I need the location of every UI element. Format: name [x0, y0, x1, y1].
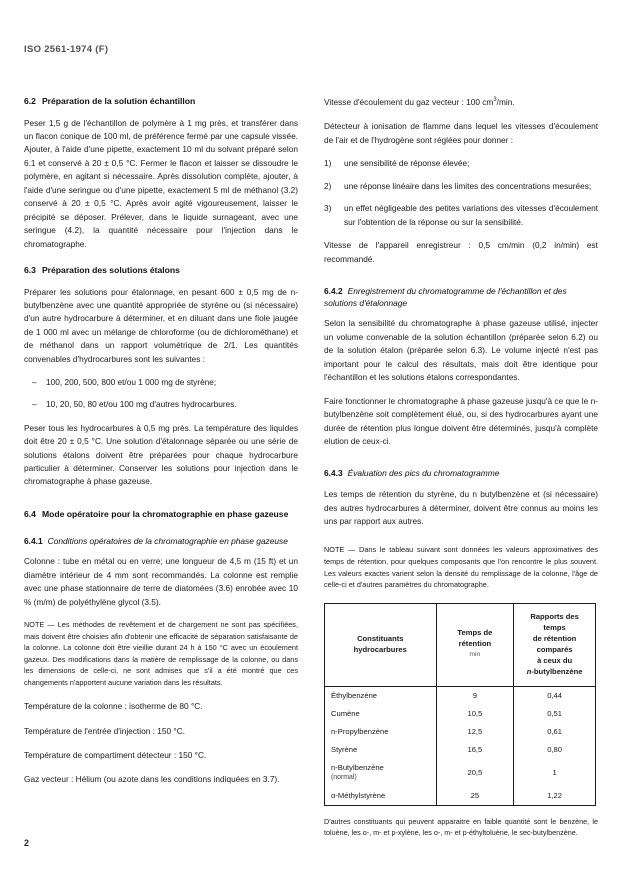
section-heading-6-4-3	[324, 468, 598, 480]
section-number-6-4-2: 6.4.2	[324, 285, 343, 296]
section-title-6-3: Préparation des solutions étalons	[41, 264, 180, 275]
cell-ratio: 0,44	[514, 686, 596, 705]
table-row	[325, 741, 596, 759]
cell-ratio: 1	[514, 759, 596, 787]
condition-detector-temperature: Température de compartiment détecteur : 150 °C.	[24, 749, 207, 760]
document-header: ISO 2561-1974 (F)	[24, 44, 109, 55]
header-line-2: hydrocarbures	[353, 644, 407, 654]
table-header-ratio: Rapports des temps de rétention comparés à ceux du n-butylbenzène	[514, 603, 596, 686]
paragraph-6-2: Peser 1,5 g de l'échantillon de polymère à 1 mg près, et transférer dans un flacon conique de 100 ml, de préférence fermé par une capsule vissée. Ajouter, à l'aide d'une pipette, exactement 10 ml du solvant préparé selon 6.1 et conservé à 20 ± 0,5 °C. Fermer le flacon et laisser se dissoudre le polymère, en agitant si nécessaire. Après dissolution complète, ajouter, à l'aide d'une seringue ou d'une pipette, exactement 5 ml de méthanol (3.2) conservé à 20 ± 0,5 °C. Après avoir agité vigoureusement, laisser le précipité se déposer. Prélever, dans le liquide surnageant, avec une seringue (4.2), la quantité nécessaire pour l'injection dans le chromatographe.	[24, 117, 298, 249]
section-number-6-4-1: 6.4.1	[24, 535, 43, 546]
table-header-retention-time	[436, 603, 514, 686]
cell-retention-time: 20,5	[436, 759, 514, 787]
cell-constituent: α-Méthylstyrène	[325, 787, 437, 806]
detector-requirements-list	[324, 157, 598, 229]
cell-constituent: Éthylbenzène	[325, 686, 437, 705]
section-title-6-4: Mode opératoire pour la chromatographie en phase gazeuse	[41, 508, 289, 519]
section-heading-6-4-2	[324, 286, 598, 310]
cell-constituent: Styrène	[325, 741, 437, 759]
list-item	[32, 398, 298, 411]
paragraph-6-3-2: Peser tous les hydrocarbures à 0,5 mg près. La température des liquides doit être 20 ± 0,5 °C. Une solution d'étalonnage séparée ou une série de solutions étalons doivent être préparées pour chaque hydrocarbure particulier à déterminer. Conserver les solutions pour injection dans le chromatographe à phase gazeuse.	[24, 422, 298, 487]
flow-rate-line: Vitesse d'écoulement du gaz vecteur : 100 $cm^3/\min$.	[324, 97, 515, 107]
cell-ratio: 1,22	[514, 787, 596, 806]
condition-injection-temperature: Température de l'entrée d'injection : 150 °C.	[24, 725, 185, 736]
table-header-constituents	[325, 603, 437, 686]
page-number: 2	[24, 838, 30, 848]
list-item-index: 1)	[324, 158, 332, 169]
header-line-1: Temps de rétention	[457, 628, 493, 649]
list-item	[32, 376, 298, 389]
retention-time-table	[324, 603, 596, 806]
section-heading-6-4	[24, 509, 298, 521]
recorder-speed-paragraph: Vitesse de l'appareil enregistreur : 0,5 cm/min (0,2 in/min) est recommandé.	[324, 240, 598, 264]
cell-constituent: Cumène	[325, 705, 437, 723]
list-item-index: 3)	[324, 203, 332, 214]
table-row	[325, 723, 596, 741]
section-heading-6-2	[24, 96, 298, 108]
list-item-label: 10, 20, 50, 80 et/ou 100 mg d'autres hydrocarbures.	[46, 399, 237, 410]
paragraph-6-3-1: Préparer les solutions pour étalonnage, en pesant 600 ± 0,5 mg de n-butylbenzène avec une quantité appropriée de styrène ou (si nécessaire) d'un autre hydrocarbure à déterminer, et en diluant dans une fiole jaugée de 1 000 ml avec un mélange de chloroforme (ou de dichlorométhane) et de méthanol dans un rapport volumétrique de 2/1. Les quantités convenables d'hydrocarbures sont les suivantes :	[24, 286, 298, 364]
section-number-6-4-3: 6.4.3	[324, 468, 343, 479]
header-line-1: Constituants	[357, 633, 404, 643]
table-row	[325, 686, 596, 705]
section-title-6-4-3: Évaluation des pics du chromatogramme	[347, 468, 500, 479]
cell-constituent-label: n-Butylbenzène	[331, 763, 384, 773]
two-column-body	[24, 96, 598, 839]
table-footnote: D'autres constituants qui peuvent apparaitre en faible quantité sont le benzène, le toluène, les o-, m- et p-xylène, les o-, m- et p-éthyltoluène, le sec-butylbenzène.	[324, 816, 598, 838]
list-item	[324, 157, 598, 170]
cell-retention-time: 25	[436, 787, 514, 806]
section-number-6-2: 6.2	[24, 96, 36, 106]
condition-column-temperature: Température de la colonne : isotherme de 80 °C.	[24, 701, 203, 712]
detector-intro-paragraph: Détecteur à ionisation de flamme dans lequel les vitesses d'écoulement de l'air et de l'hydrogène sont réglées pour donner :	[324, 121, 598, 145]
cell-constituent-butylbenzene	[325, 759, 437, 787]
note-6-4-1: NOTE — Les méthodes de revêtement et de chargement ne sont pas spécifiées, mais doivent être choisies afin d'obtenir une efficacité de séparation satisfaisante de la colonne. La colonne doit être vieillie durant 24 h à 150 °C avec un écoulement gazeux. Des modifications dans la matière de remplissage de la colonne, ou dans les dimensions de celle-ci, ne sont admises que s'il a été montré que ces changements n'apportent aucune variation dans les résultats.	[24, 620, 298, 687]
section-title-6-4-1: Conditions opératoires de la chromatographie en phase gazeuse	[47, 535, 288, 546]
note-6-4-3: NOTE — Dans le tableau suivant sont données les valeurs approximatives des temps de rétention, pour quelques composants que l'on rencontre le plus souvent. Les valeurs exactes varient selon la densité du remplissage de la colonne, l'âge de celle-ci et d'autres paramètres du chromatographe.	[324, 545, 598, 590]
table-row	[325, 705, 596, 723]
list-item-label: un effet négligeable des petites variations des vitesses d'écoulement sur l'obtention de la réponse ou sur la sensibilité.	[344, 203, 598, 227]
cell-retention-time: 10,5	[436, 705, 514, 723]
paragraph-6-4-2-1: Selon la sensibilité du chromatographe à phase gazeuse utilisé, injecter un volume convenable de la solution échantillon (préparée selon 6.2) ou de la solution étalon (préparée selon 6.3). Le volume injecté n'est pas important pour le calcul des résultats, mais doit être identique pour l'échantillon et les solutions étalons correspondantes.	[324, 318, 598, 383]
list-item	[324, 180, 598, 193]
cell-ratio: 0,80	[514, 741, 596, 759]
table-row	[325, 787, 596, 806]
superscript-3: 3	[493, 97, 497, 104]
list-item-index: 2)	[324, 180, 332, 191]
cell-ratio: 0,61	[514, 723, 596, 741]
table-body	[325, 686, 596, 805]
left-column	[24, 96, 298, 839]
section-title-6-4-2: Enregistrement du chromatogramme de l'échantillon et des solutions d'étalonnage	[324, 285, 567, 308]
table-header	[325, 603, 596, 686]
section-title-6-2: Préparation de la solution échantillon	[41, 96, 196, 106]
table-header-row	[325, 603, 596, 686]
section-number-6-3: 6.3	[24, 264, 36, 275]
cell-constituent: n-Propylbenzène	[325, 723, 437, 741]
condition-carrier-gas: Gaz vecteur : Hélium (ou azote dans les conditions indiquées en 3.7).	[24, 774, 280, 785]
right-column	[324, 96, 598, 839]
section-heading-6-3	[24, 265, 298, 277]
paragraph-6-4-2-2: Faire fonctionner le chromatographe à phase gazeuse jusqu'à ce que le n-butylbenzène soit complètement élué, ou, si des hydrocarbures ayant une durée de rétention plus longue doivent être déterminés, jusqu'à complète elution de ceux-ci.	[324, 395, 598, 446]
header-unit: min	[469, 651, 481, 659]
paragraph-6-4-3: Les temps de rétention du styrène, du n butylbenzène et (si nécessaire) des autres hydrocarbures à déterminer, doivent être connus au moins les uns par rapport aux autres.	[324, 489, 598, 527]
cell-retention-time: 12,5	[436, 723, 514, 741]
hydrocarbon-quantities-list	[24, 376, 298, 412]
table-row	[325, 759, 596, 787]
cell-constituent-sublabel: (normal)	[331, 774, 357, 782]
header-compound-name: n	[526, 666, 532, 676]
list-item-label: une réponse linéaire dans les limites des concentrations mesurées;	[344, 180, 592, 191]
cell-retention-time: 16,5	[436, 741, 514, 759]
dash-bullet-icon: –	[32, 377, 37, 388]
list-item-label: une sensibilité de réponse élevée;	[344, 158, 470, 169]
cell-ratio: 0,51	[514, 705, 596, 723]
paragraph-6-4-1: Colonne : tube en métal ou en verre; une longueur de 4,5 m (15 ft) et un diamètre intérieur de 4 mm sont recommandés. La colonne est remplie avec une phase stationnaire de terre de diatomées (3.6) enrobée avec 10 % (m/m) de polyéthylène glycol (3.5).	[24, 556, 298, 607]
dash-bullet-icon: –	[32, 399, 37, 410]
section-number-6-4: 6.4	[24, 508, 36, 519]
section-heading-6-4-1	[24, 536, 298, 548]
list-item-label: 100, 200, 500, 800 et/ou 1 000 mg de styrène;	[46, 377, 217, 388]
list-item	[324, 202, 598, 229]
cell-retention-time: 9	[436, 686, 514, 705]
